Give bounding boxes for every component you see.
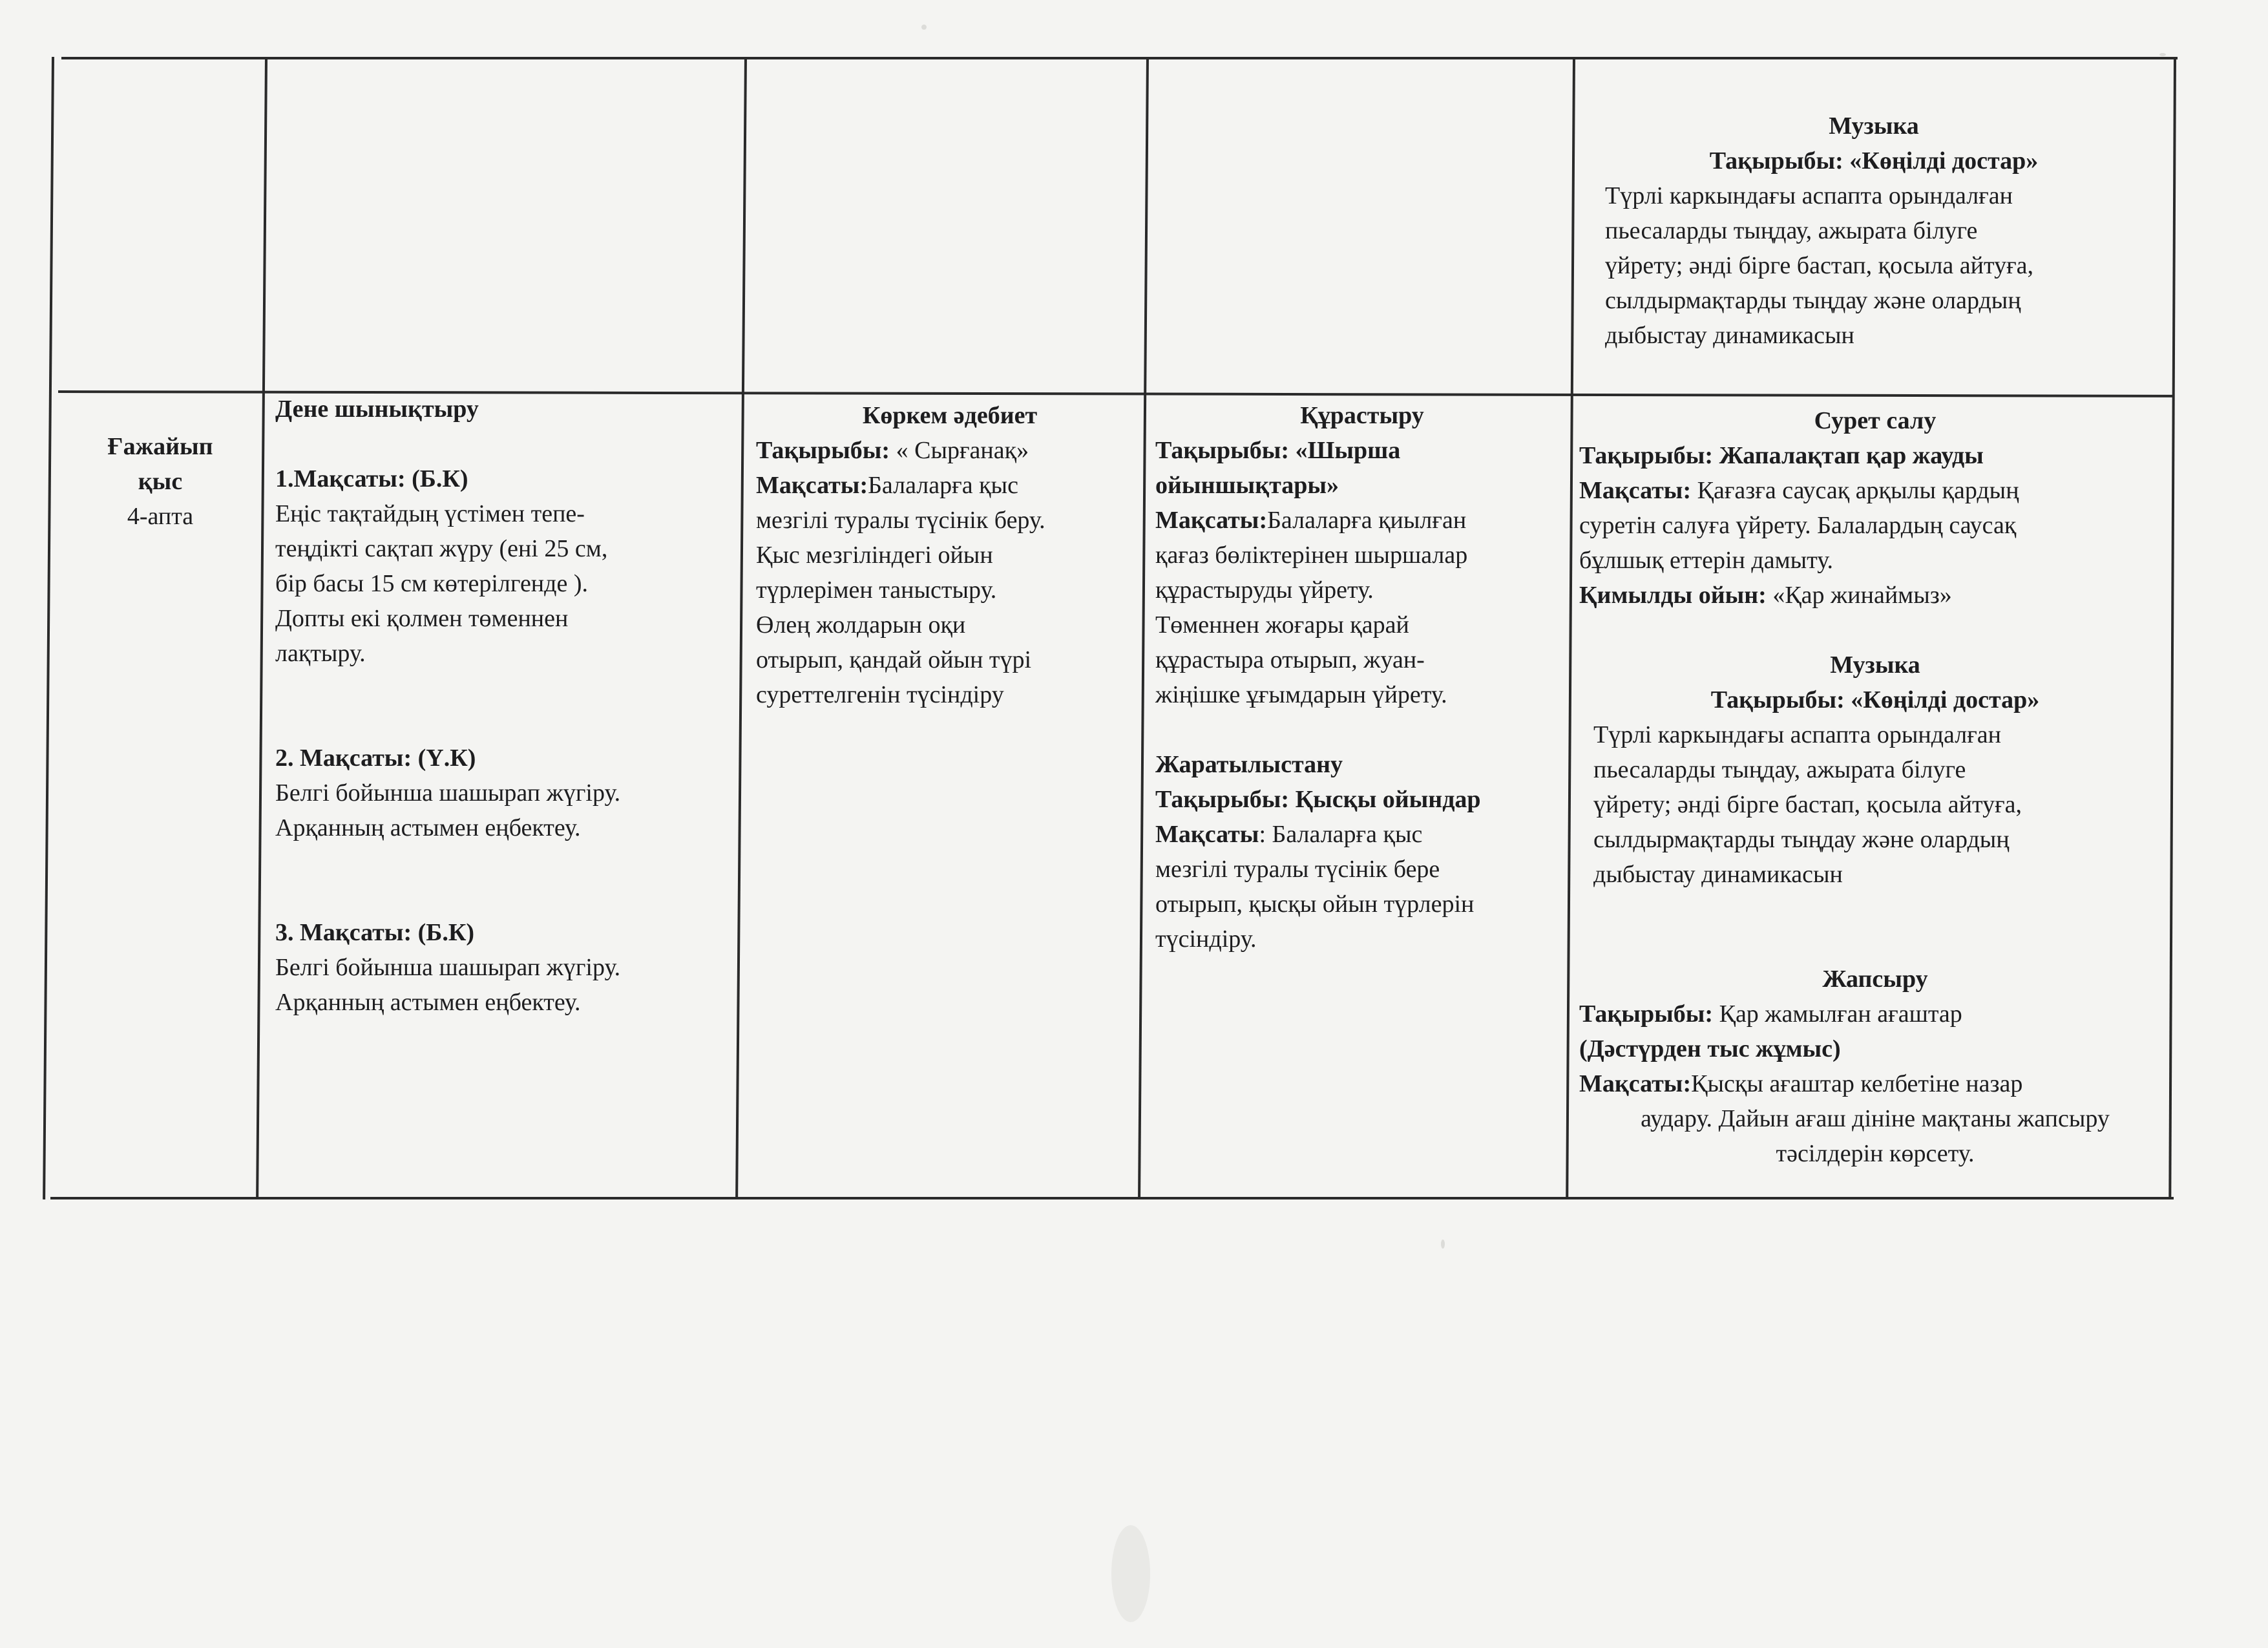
drawing-title: Сурет салу [1814,407,1937,434]
nature-goal-rest: мезгілі туралы түсінік бере отырып, қысқы ойын түрлерін түсіндіру. [1155,856,1475,953]
theme-line-1: Ғажайып [107,433,213,460]
theme-cell [57,429,264,534]
construction-goal [1155,503,1569,538]
outdoor-game-label: Қимылды ойын: [1579,582,1767,609]
scan-speck [921,25,927,30]
applique-goal-rest: аудару. Дайын ағаш дініне мақтаны жапсыру тәсілдерін көрсету. [1641,1105,2110,1167]
table-border-bottom [50,1197,2174,1199]
construction-topic: Тақырыбы: «Шырша ойыншықтары» [1155,437,1401,499]
scan-speck [2159,53,2166,56]
literature-goal-label: Мақсаты: [756,472,868,499]
construction-cell [1155,398,1569,956]
applique-goal-label: Мақсаты: [1579,1070,1692,1097]
pe-goal-1-text: Еңіс тақтайдың үстімен тепе- теңдікті сақтап жүру (ені 25 см, бір басы 15 см көтерілгенде ). Допты екі қолмен төменнен лақтыру. [275,500,608,667]
music-2-topic: Тақырыбы: «Көңілді достар» [1710,686,2040,713]
pe-title: Дене шынықтыру [275,396,479,423]
drawing-goal-first: Қағазға саусақ арқылы қардың [1691,477,2019,504]
music-2-title: Музыка [1830,651,1920,679]
nature-title: Жаратылыстану [1155,751,1343,778]
scan-smudge [1111,1525,1150,1622]
nature-goal-label: Мақсаты [1155,821,1259,848]
row1-music-cell [1577,109,2171,353]
applique-topic-value: Қар жамылған ағаштар [1713,1000,1962,1028]
table-border-top [61,57,2178,59]
music-topic: Тақырыбы: «Көңілді достар» [1709,147,2039,174]
drawing-goal-label: Мақсаты: [1579,477,1692,504]
applique-topic [1579,997,2171,1031]
literature-title: Көркем әдебиет [862,402,1038,429]
pe-goal-3-label: 3. Мақсаты: (Б.К) [275,919,475,946]
table-border-left [43,57,54,1199]
pe-cell [275,392,740,1020]
outdoor-game-value: «Қар жинаймыз» [1766,582,1952,609]
pe-goal-2-label: 2. Мақсаты: (Ү.К) [275,745,476,772]
nature-topic: Тақырыбы: Қысқы ойындар [1155,786,1481,813]
drawing-goal-rest: суретін салуға үйрету. Балалардың саусақ бұлшық еттерін дамыту. [1579,512,2017,574]
literature-topic-value: « Сырғанақ» [890,437,1029,464]
applique-note: (Дәстүрден тыс жұмыс) [1579,1035,1841,1062]
literature-goal [756,468,1144,503]
outdoor-game [1579,578,2171,613]
literature-topic-label: Тақырыбы: [756,437,890,464]
theme-line-2: қыс [138,468,183,495]
drawing-goal [1579,473,2171,508]
applique-goal-first: Қысқы ағаштар келбетіне назар [1691,1070,2023,1097]
pe-goal-3-text: Белгі бойынша шашырап жүгіру. Арқанның астымен еңбектеу. [275,954,621,1016]
scan-speck [1441,1240,1445,1249]
construction-goal-label: Мақсаты: [1155,507,1268,534]
construction-goal-rest: қағаз бөліктерінен шыршалар құрастыруды үйрету. Төменнен жоғары қарай құрастыра отырып, жуан- жіңішке ұғымдарын үйрету. [1155,542,1468,708]
literature-cell [756,398,1144,712]
applique-title: Жапсыру [1822,966,1928,993]
construction-goal-first: Балаларға қиылған [1267,507,1467,534]
pe-goal-2-text: Белгі бойынша шашырап жүгіру. Арқанның астымен еңбектеу. [275,779,621,841]
column-divider-1 [256,57,268,1199]
week-label: 4-апта [127,503,194,530]
music-description: Түрлі каркындағы аспапта орындалған пьесаларды тыңдау, ажырата білуге үйрету; әнді бірге бастап, қосыла айтуға, сылдырмақтарды тыңдау және олардың дыбыстау динамикасын [1605,182,2034,349]
pe-goal-1-label: 1.Мақсаты: (Б.К) [275,465,468,492]
literature-goal-first: Балаларға қыс [868,472,1018,499]
nature-goal [1155,817,1569,852]
literature-goal-rest: мезгілі туралы түсінік беру. Қыс мезгіліндегі ойын түрлерімен таныстыру. Өлең жолдарын оқи отырып, қандай ойын түрі суреттелгенін түсіндіру [756,507,1045,708]
music-2-description: Түрлі каркындағы аспапта орындалған пьесаларды тыңдау, ажырата білуге үйрету; әнді бірге бастап, қосыла айтуға, сылдырмақтарды тыңдау және олардың дыбыстау динамикасын [1593,721,2022,888]
applique-goal [1579,1066,2171,1101]
applique-topic-label: Тақырыбы: [1579,1000,1714,1028]
construction-title: Құрастыру [1300,402,1424,429]
art-cell [1579,403,2171,1171]
literature-topic [756,433,1144,468]
drawing-topic: Тақырыбы: Жапалақтап қар жауды [1579,442,1984,469]
nature-goal-first: : Балаларға қыс [1259,821,1423,848]
music-title: Музыка [1829,112,1919,140]
